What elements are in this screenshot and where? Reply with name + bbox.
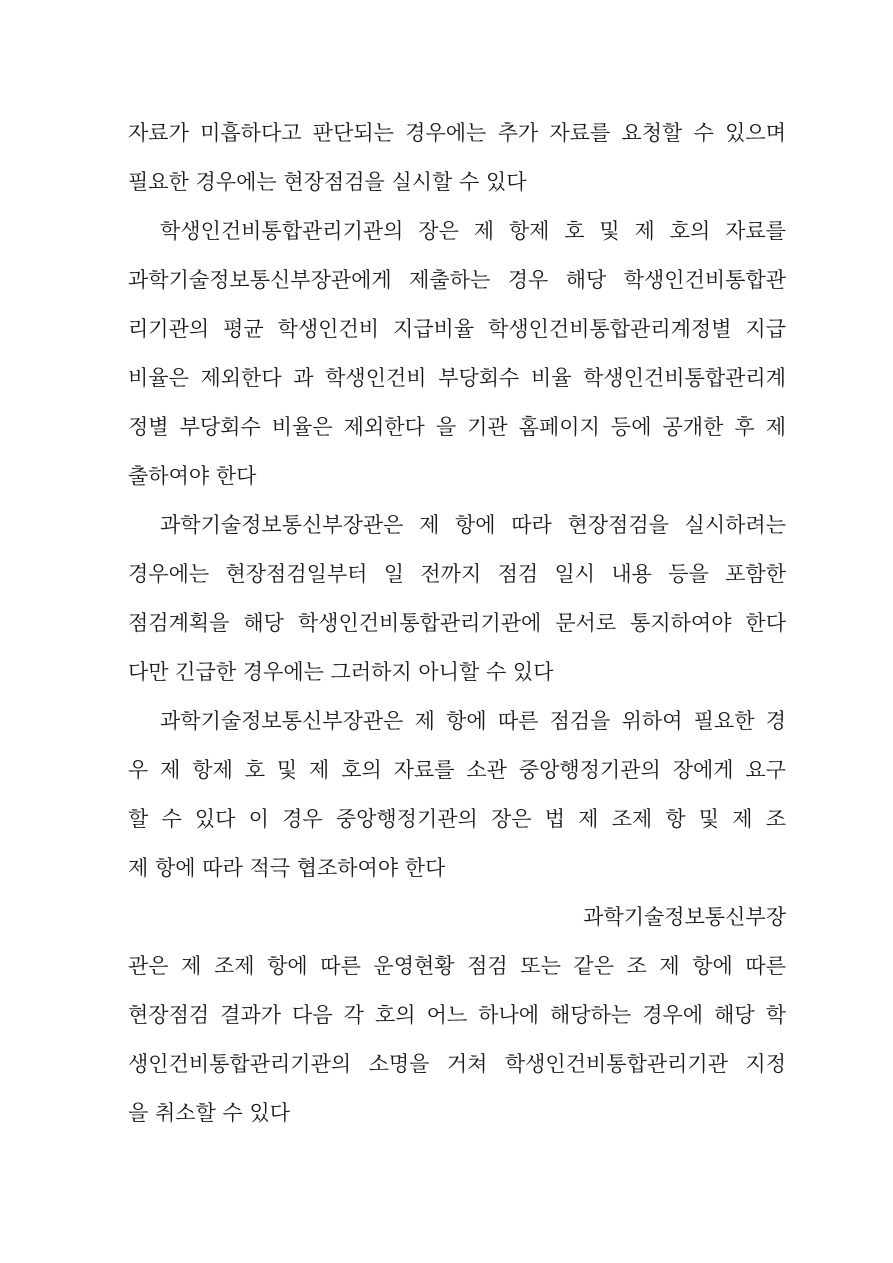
- text-line: 을 취소할 수 있다: [128, 1101, 291, 1125]
- text-line: 비율은 제외한다 과 학생인건비 부당회수 비율 학생인건비통합관리계: [128, 366, 786, 390]
- text-line: 정별 부당회수 비율은 제외한다 을 기관 홈페이지 등에 공개한 후 제: [128, 415, 786, 439]
- text-line: 다만 긴급한 경우에는 그러하지 아니할 수 있다: [128, 660, 554, 684]
- text-line: 자료가 미흡하다고 판단되는 경우에는 추가 자료를 요청할 수 있으며: [128, 121, 786, 145]
- text-line: 출하여야 한다: [128, 464, 257, 488]
- paragraph-first-line: 과학기술정보통신부장관은 제 항에 따라 현장점검을 실시하려는: [160, 513, 786, 537]
- text-line: 할 수 있다 이 경우 중앙행정기관의 장은 법 제 조제 항 및 제 조: [128, 807, 786, 831]
- paragraph-first-line: 학생인건비통합관리기관의 장은 제 항제 호 및 제 호의 자료를: [160, 219, 786, 243]
- text-line: 관은 제 조제 항에 따른 운영현황 점검 또는 같은 조 제 항에 따른: [128, 954, 786, 978]
- paragraph-first-line: 과학기술정보통신부장관은 제 항에 따른 점검을 위하여 필요한 경: [160, 709, 786, 733]
- text-line: 우 제 항제 호 및 제 호의 자료를 소관 중앙행정기관의 장에게 요구: [128, 758, 786, 782]
- text-line: 점검계획을 해당 학생인건비통합관리기관에 문서로 통지하여야 한다: [128, 611, 786, 635]
- text-line: 과학기술정보통신부장관에게 제출하는 경우 해당 학생인건비통합관: [128, 268, 786, 292]
- text-line: 리기관의 평균 학생인건비 지급비율 학생인건비통합관리계정별 지급: [128, 317, 786, 341]
- text-line: 생인건비통합관리기관의 소명을 거쳐 학생인건비통합관리기관 지정: [128, 1052, 786, 1076]
- text-line: 현장점검 결과가 다음 각 호의 어느 하나에 해당하는 경우에 해당 학: [128, 1003, 786, 1027]
- text-line: 제 항에 따라 적극 협조하여야 한다: [128, 856, 446, 880]
- text-line: 경우에는 현장점검일부터 일 전까지 점검 일시 내용 등을 포함한: [128, 562, 786, 586]
- paragraph-heading-line: 과학기술정보통신부장: [583, 905, 786, 929]
- text-line: 필요한 경우에는 현장점검을 실시할 수 있다: [128, 170, 527, 194]
